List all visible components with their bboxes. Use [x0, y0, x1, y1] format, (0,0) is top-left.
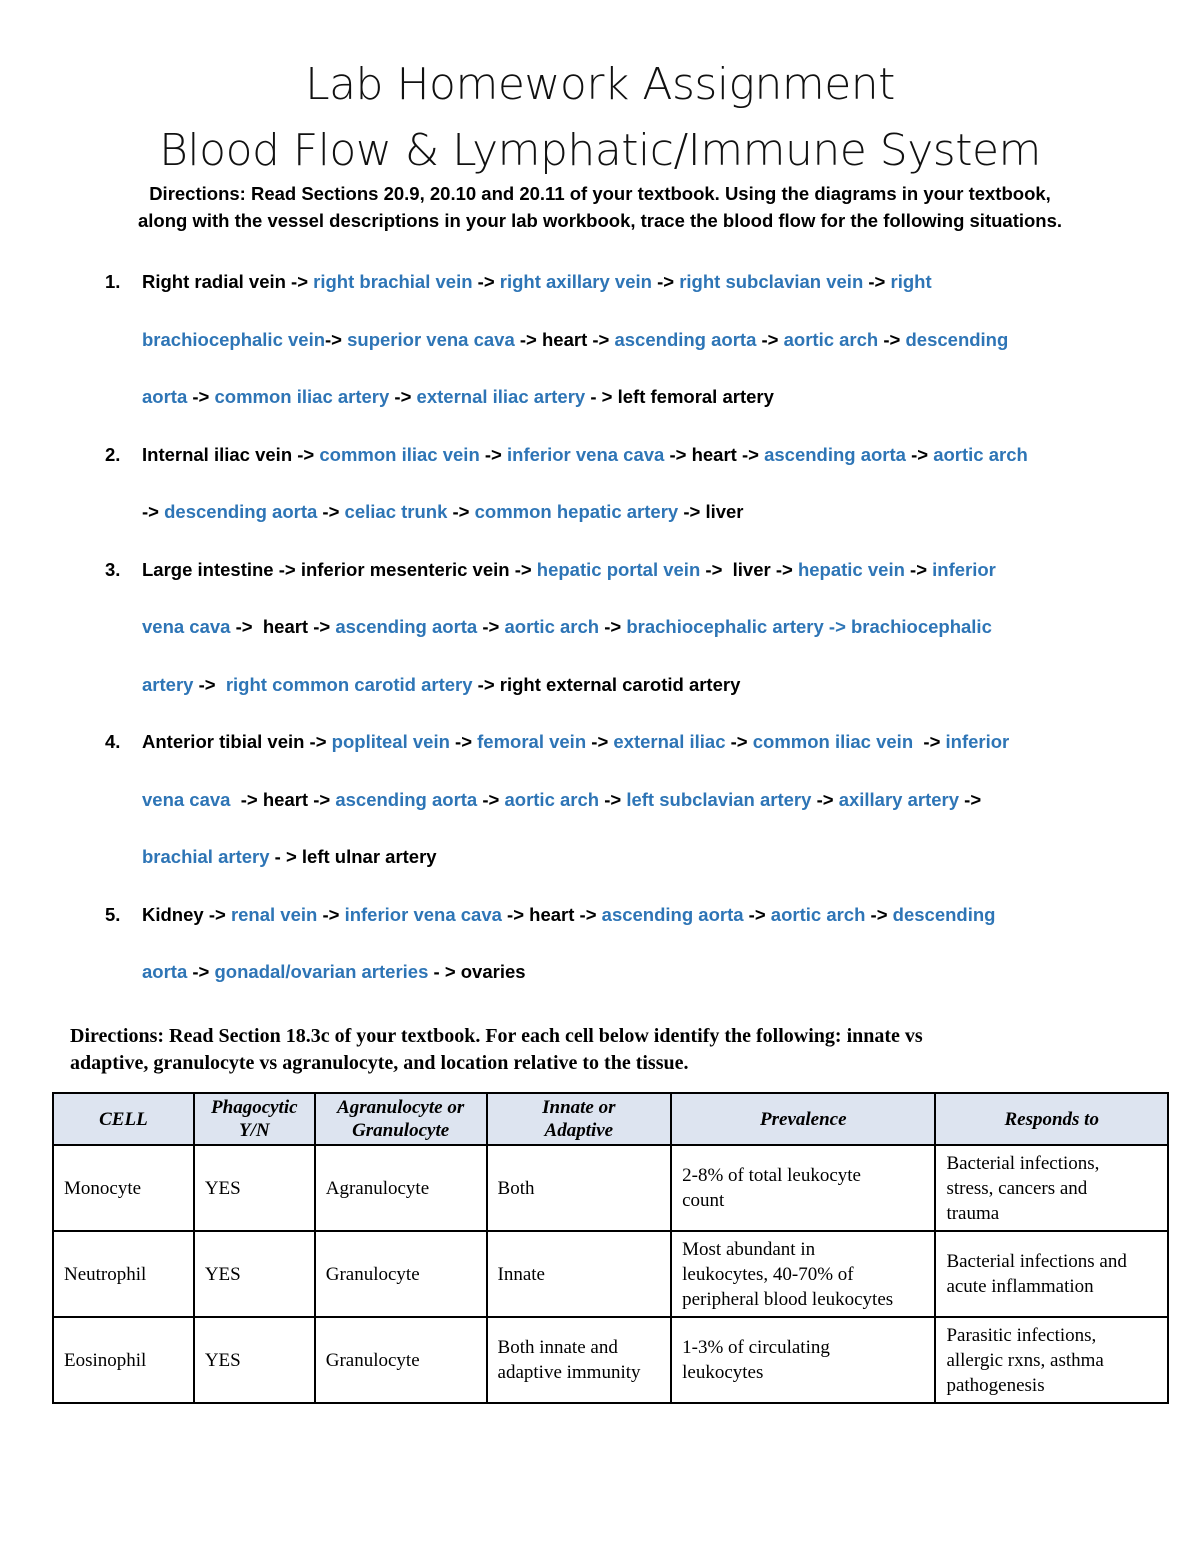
header-text: Responds to: [1004, 1108, 1099, 1130]
table-cell: [315, 1145, 487, 1231]
cell-text: Innate: [497, 1263, 545, 1285]
flow-text: ->: [865, 903, 893, 925]
vessel-answer: common iliac vein: [319, 443, 480, 465]
flow-number: 4.: [105, 731, 121, 752]
vessel-answer: external iliac artery: [416, 386, 586, 407]
table-body: [53, 1145, 1168, 1403]
vessel-answer: aorta: [142, 386, 188, 407]
header-text: Adaptive: [544, 1120, 614, 1141]
flow-text: ->: [878, 328, 906, 350]
flow-text: ->: [959, 788, 982, 810]
vessel-answer: ascending aorta: [335, 616, 478, 637]
flow-text: ->: [586, 731, 614, 752]
vessel-answer: hepatic portal vein: [536, 558, 701, 580]
table-cell: [487, 1145, 672, 1231]
flow-text: ->: [599, 788, 627, 810]
flow-text: ->: [863, 271, 891, 292]
flow-line: [142, 828, 1140, 886]
title-line-2: Blood Flow & Lymphatic/Immune System: [159, 125, 1041, 176]
flow-line: [142, 541, 1140, 599]
flow-text: ->: [477, 616, 505, 637]
flow-line: [142, 598, 1140, 656]
vessel-answer: aortic arch: [504, 788, 600, 810]
flow-number: 2.: [105, 443, 121, 465]
vessel-answer: aortic arch: [783, 328, 879, 350]
flow-text: ->: [905, 443, 934, 465]
flow-text: Kidney ->: [142, 903, 231, 925]
header-text: Phagocytic: [211, 1097, 298, 1118]
flow-text: ->: [599, 616, 627, 637]
vessel-answer: superior vena cava: [347, 328, 515, 350]
column-header: [487, 1093, 672, 1145]
cell-text: Both: [497, 1177, 535, 1199]
header-text: Prevalence: [760, 1108, 847, 1130]
table-cell: [671, 1145, 935, 1231]
flow-line: [142, 656, 1140, 714]
vessel-answer: descending: [905, 328, 1009, 350]
cell-text: adaptive immunity: [497, 1362, 641, 1383]
column-header: [315, 1093, 487, 1145]
table-cell: [315, 1231, 487, 1317]
flow-item: [100, 713, 1140, 886]
table-cell: [194, 1231, 315, 1317]
directions-immune-cells: [70, 1023, 1150, 1077]
flow-text: ->: [325, 328, 348, 350]
flow-line: [142, 311, 1140, 369]
directions-line: along with the vessel descriptions in your lab workbook, trace the blood flow for the following situations.: [137, 210, 1063, 231]
blood-flow-list: [100, 253, 1140, 1001]
flow-text: -> heart ->: [664, 443, 765, 465]
flow-text: - > left ulnar artery: [269, 846, 437, 867]
cell-text: Both innate and: [497, 1337, 618, 1358]
flow-text: ->: [811, 788, 839, 810]
directions-line: Directions: Read Section 18.3c of your textbook. For each cell below identify the following: innate vs: [70, 1025, 923, 1047]
vessel-answer: right common carotid artery: [225, 673, 473, 695]
flow-text: ->: [317, 501, 345, 522]
vessel-answer: descending aorta: [164, 501, 318, 522]
flow-line: [142, 943, 1140, 1001]
flow-text: Right radial vein ->: [142, 271, 314, 292]
vessel-answer: aortic arch: [933, 443, 1028, 465]
cell-text: Bacterial infections and: [946, 1251, 1127, 1272]
flow-text: ->: [472, 271, 500, 292]
vessel-answer: inferior vena cava: [344, 903, 502, 925]
table-cell: [53, 1231, 194, 1317]
directions-line: Directions: Read Sections 20.9, 20.10 and 20.11 of your textbook. Using the diagrams in your textbook,: [149, 183, 1051, 204]
table-cell: [671, 1317, 935, 1403]
table-row: [53, 1231, 1168, 1317]
flow-text: ->: [447, 501, 475, 522]
vessel-answer: axillary artery: [838, 788, 960, 810]
table-cell: [487, 1231, 672, 1317]
flow-text: ->: [389, 386, 417, 407]
header-text: Agranulocyte or: [337, 1097, 465, 1118]
flow-text: -> heart ->: [514, 328, 615, 350]
flow-text: -> heart ->: [230, 788, 336, 810]
vessel-answer: ascending aorta: [335, 788, 478, 810]
cell-text: peripheral blood leukocytes: [682, 1288, 894, 1310]
cell-text: 2-8% of total leukocyte: [682, 1165, 861, 1186]
cell-text: acute inflammation: [946, 1276, 1094, 1297]
vessel-answer: celiac trunk: [344, 501, 448, 522]
cell-text: YES: [204, 1177, 241, 1199]
vessel-answer: common iliac vein: [752, 731, 914, 752]
vessel-answer: inferior: [932, 558, 996, 580]
column-header: [935, 1093, 1168, 1145]
table-cell: [53, 1145, 194, 1231]
flow-line: [142, 886, 1140, 944]
cell-text: stress, cancers and: [946, 1177, 1088, 1199]
flow-text: ->: [725, 731, 753, 752]
flow-line: [142, 253, 1140, 311]
cell-text: YES: [204, 1349, 241, 1371]
flow-text: -> liver: [678, 501, 744, 522]
flow-item: [100, 253, 1140, 426]
column-header: [53, 1093, 194, 1145]
flow-line: [142, 713, 1140, 771]
flow-text: - > ovaries: [428, 961, 526, 982]
table-cell: [53, 1317, 194, 1403]
flow-line: [142, 771, 1140, 829]
vessel-answer: femoral vein: [477, 731, 587, 752]
cell-text: Parasitic infections,: [946, 1324, 1097, 1346]
flow-text: ->: [193, 673, 226, 695]
vessel-answer: aorta: [142, 961, 188, 982]
column-header: [194, 1093, 315, 1145]
flow-text: ->: [187, 386, 215, 407]
table-cell: [487, 1317, 672, 1403]
vessel-answer: brachiocephalic artery -> brachiocephalic: [626, 616, 992, 637]
flow-text: ->: [651, 271, 680, 292]
vessel-answer: aortic arch: [770, 903, 866, 925]
header-text: CELL: [99, 1108, 148, 1130]
flow-number: 5.: [105, 903, 121, 925]
flow-item: [100, 426, 1140, 541]
vessel-answer: brachiocephalic vein: [142, 328, 326, 350]
cell-text: Agranulocyte: [325, 1177, 430, 1199]
cell-text: leukocytes, 40-70% of: [682, 1263, 854, 1285]
vessel-answer: right brachial vein: [313, 271, 473, 292]
flow-text: ->: [142, 501, 165, 522]
flow-text: ->: [904, 558, 933, 580]
flow-line: [142, 426, 1140, 484]
flow-text: ->: [317, 903, 345, 925]
cell-text: Monocyte: [64, 1177, 142, 1199]
title-line-1: Lab Homework Assignment: [305, 59, 895, 110]
vessel-answer: aortic arch: [504, 616, 600, 637]
header-text: Y/N: [238, 1120, 270, 1141]
flow-text: - > left femoral artery: [585, 386, 774, 407]
table-cell: [194, 1317, 315, 1403]
cell-text: Eosinophil: [64, 1349, 147, 1371]
vessel-answer: left subclavian artery: [626, 788, 812, 810]
table-cell: [935, 1231, 1168, 1317]
cell-text: YES: [204, 1263, 241, 1285]
vessel-answer: renal vein: [230, 903, 318, 925]
table-header-row: [53, 1093, 1168, 1145]
vessel-answer: common iliac artery: [214, 386, 390, 407]
vessel-answer: external iliac: [613, 731, 726, 752]
flow-line: [142, 483, 1140, 541]
flow-text: -> right external carotid artery: [472, 673, 741, 695]
page-title: [0, 52, 1200, 184]
flow-text: ->: [187, 961, 215, 982]
flow-text: Anterior tibial vein ->: [142, 731, 332, 752]
flow-text: ->: [449, 731, 478, 752]
vessel-answer: ascending aorta: [764, 443, 906, 465]
header-text: Innate or: [542, 1097, 616, 1118]
flow-text: ->: [756, 328, 784, 350]
vessel-answer: popliteal vein: [331, 731, 450, 752]
flow-number: 3.: [105, 558, 121, 580]
flow-item: [100, 541, 1140, 714]
vessel-answer: right axillary vein: [499, 271, 652, 292]
cell-text: Granulocyte: [325, 1349, 420, 1371]
cell-text: 1-3% of circulating: [682, 1337, 830, 1358]
flow-text: -> heart ->: [230, 616, 336, 637]
cell-text: count: [682, 1190, 725, 1211]
cell-text: trauma: [946, 1202, 1000, 1224]
cell-text: allergic rxns, asthma: [946, 1349, 1104, 1371]
table-row: [53, 1145, 1168, 1231]
flow-text: ->: [743, 903, 771, 925]
cell-text: pathogenesis: [946, 1374, 1045, 1396]
flow-item: [100, 886, 1140, 1001]
vessel-answer: vena cava: [142, 616, 231, 637]
cell-text: Granulocyte: [325, 1263, 420, 1285]
vessel-answer: ascending aorta: [601, 903, 744, 925]
column-header: [671, 1093, 935, 1145]
table-row: [53, 1317, 1168, 1403]
table-cell: [671, 1231, 935, 1317]
cell-text: Most abundant in: [682, 1238, 816, 1260]
table-cell: [315, 1317, 487, 1403]
flow-number: 1.: [105, 271, 121, 292]
leukocyte-table: [52, 1092, 1169, 1404]
vessel-answer: gonadal/ovarian arteries: [214, 961, 429, 982]
vessel-answer: right: [890, 271, 932, 292]
cell-text: leukocytes: [682, 1362, 764, 1383]
vessel-answer: brachial artery: [142, 846, 270, 867]
vessel-answer: ascending aorta: [614, 328, 757, 350]
flow-line: [142, 368, 1140, 426]
table-cell: [935, 1317, 1168, 1403]
vessel-answer: right subclavian vein: [679, 271, 864, 292]
flow-text: Large intestine -> inferior mesenteric vein ->: [142, 558, 537, 580]
table-cell: [194, 1145, 315, 1231]
vessel-answer: artery: [142, 673, 194, 695]
vessel-answer: hepatic vein: [797, 558, 905, 580]
vessel-answer: descending: [892, 903, 996, 925]
cell-text: Bacterial infections,: [946, 1152, 1100, 1174]
directions-line: adaptive, granulocyte vs agranulocyte, and location relative to the tissue.: [70, 1052, 689, 1074]
vessel-answer: inferior: [945, 731, 1010, 752]
table-cell: [935, 1145, 1168, 1231]
cell-text: Neutrophil: [64, 1263, 147, 1285]
flow-text: ->: [477, 788, 505, 810]
flow-text: ->: [913, 731, 946, 752]
header-text: Granulocyte: [352, 1120, 450, 1141]
vessel-answer: vena cava: [142, 788, 231, 810]
vessel-answer: common hepatic artery: [474, 501, 679, 522]
flow-text: ->: [479, 443, 507, 465]
directions-blood-flow: [60, 180, 1140, 234]
flow-text: -> heart ->: [501, 903, 602, 925]
flow-text: -> liver ->: [700, 558, 798, 580]
flow-text: Internal iliac vein ->: [142, 443, 320, 465]
vessel-answer: inferior vena cava: [507, 443, 665, 465]
